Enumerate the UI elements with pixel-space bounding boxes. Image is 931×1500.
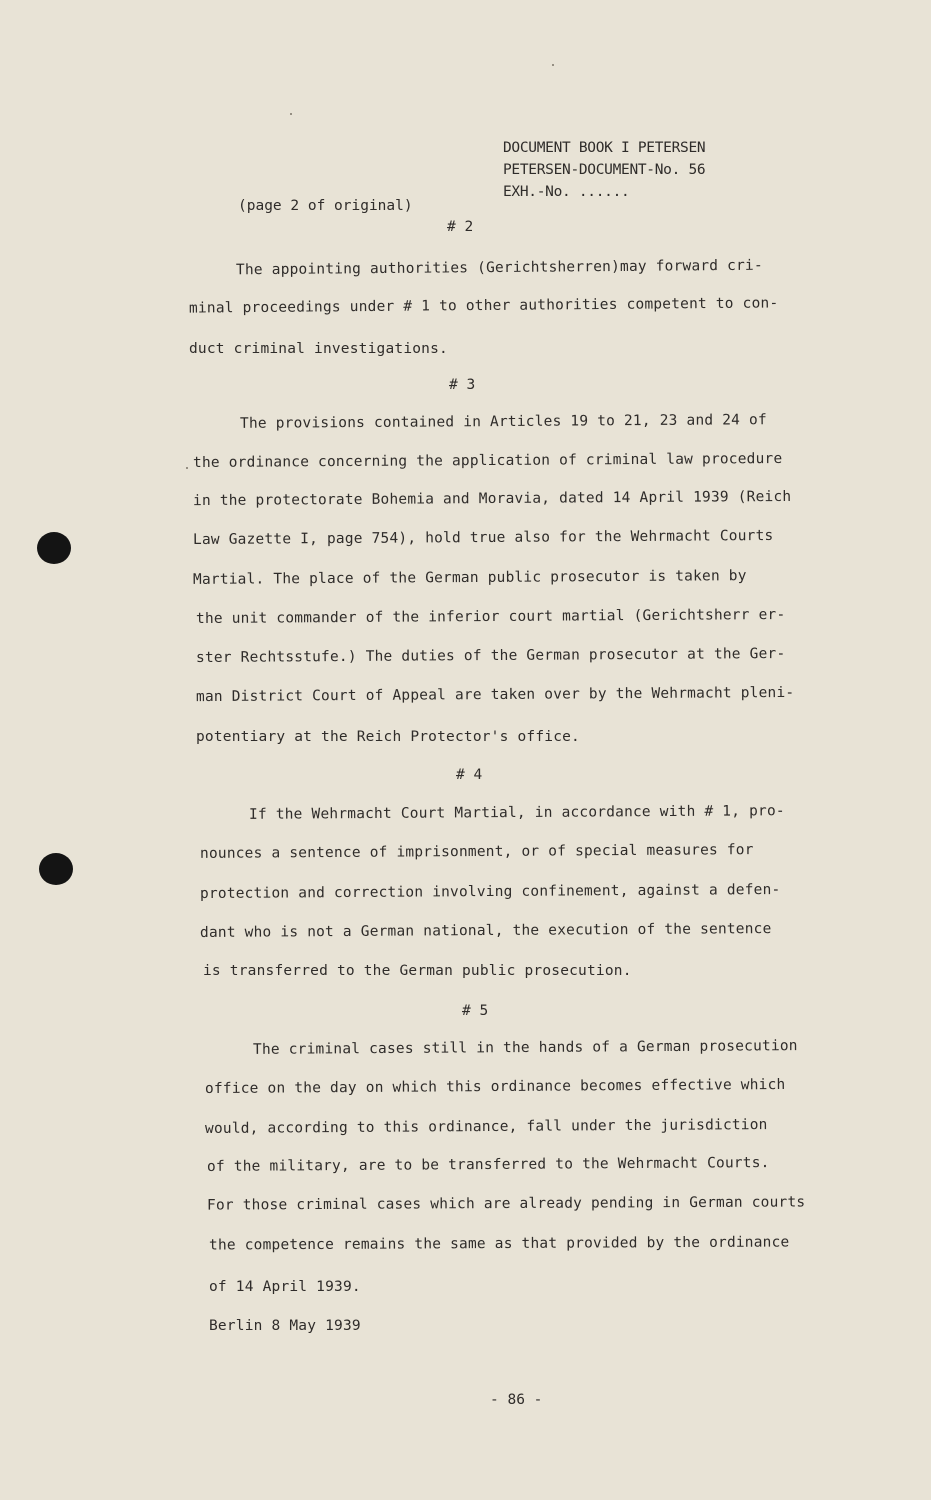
header-exhibit-number: EXH.-No. ...... xyxy=(503,184,630,200)
paragraph-line: Martial. The place of the German public prosecutor is taken by xyxy=(192,568,747,588)
paper-speck xyxy=(552,64,554,66)
paragraph-line: The criminal cases still in the hands of a German prosecution xyxy=(252,1038,798,1058)
paragraph-line: The appointing authorities (Gerichtsherren)may forward cri- xyxy=(235,257,763,279)
paragraph-line: office on the day on which this ordinance becomes effective which xyxy=(204,1076,786,1098)
paragraph-line: potentiary at the Reich Protector's office. xyxy=(196,729,580,745)
paragraph-line: is transferred to the German public prosecution. xyxy=(203,963,632,979)
paragraph-line: the competence remains the same as that provided by the ordinance xyxy=(208,1234,790,1254)
section-number: # 5 xyxy=(462,1003,489,1019)
paragraph-line: of 14 April 1939. xyxy=(209,1279,361,1295)
paragraph-line: ster Rechtsstufe.) The duties of the German prosecutor at the Ger- xyxy=(195,645,786,667)
original-page-reference: (page 2 of original) xyxy=(238,198,413,214)
document-header xyxy=(503,137,705,203)
paragraph-line: minal proceedings under # 1 to other authorities competent to con- xyxy=(188,295,779,317)
paragraph-line: would, according to this ordinance, fall under the jurisdiction xyxy=(204,1117,768,1137)
page-number: - 86 - xyxy=(490,1392,543,1408)
paragraph-line: the unit commander of the inferior court martial (Gerichtsherr er- xyxy=(195,606,786,628)
paragraph-line: protection and correction involving confinement, against a defen- xyxy=(199,881,781,903)
paragraph-line: the ordinance concerning the application of criminal law procedure xyxy=(192,450,783,472)
paragraph-line: For those criminal cases which are already pending in German courts xyxy=(206,1194,806,1214)
section-number: # 4 xyxy=(456,767,483,783)
paragraph-line: The provisions contained in Articles 19 to 21, 23 and 24 of xyxy=(239,412,767,432)
paragraph-line: nounces a sentence of imprisonment, or of special measures for xyxy=(199,842,754,862)
paragraph-line: in the protectorate Bohemia and Moravia, dated 14 April 1939 (Reich xyxy=(192,488,792,510)
paper-speck xyxy=(290,113,292,115)
paragraph-line: If the Wehrmacht Court Martial, in accordance with # 1, pro- xyxy=(248,803,785,823)
paragraph-line: Law Gazette I, page 754), hold true also for the Wehrmacht Courts xyxy=(192,527,774,549)
punch-hole-upper xyxy=(37,532,71,564)
section-number: # 2 xyxy=(447,219,474,235)
paragraph-line: of the military, are to be transferred to the Wehrmacht Courts. xyxy=(206,1155,770,1175)
section-number: # 3 xyxy=(449,377,476,393)
punch-hole-lower xyxy=(39,853,73,885)
paragraph-line: duct criminal investigations. xyxy=(189,341,448,357)
paragraph-line: dant who is not a German national, the execution of the sentence xyxy=(199,921,772,941)
paragraph-line: man District Court of Appeal are taken over by the Wehrmacht pleni- xyxy=(195,684,795,706)
closing-place-date: Berlin 8 May 1939 xyxy=(209,1318,361,1334)
paper-speck xyxy=(186,467,188,469)
header-document-book: DOCUMENT BOOK I PETERSEN xyxy=(503,140,706,156)
header-document-number: PETERSEN-DOCUMENT-No. 56 xyxy=(503,162,706,178)
